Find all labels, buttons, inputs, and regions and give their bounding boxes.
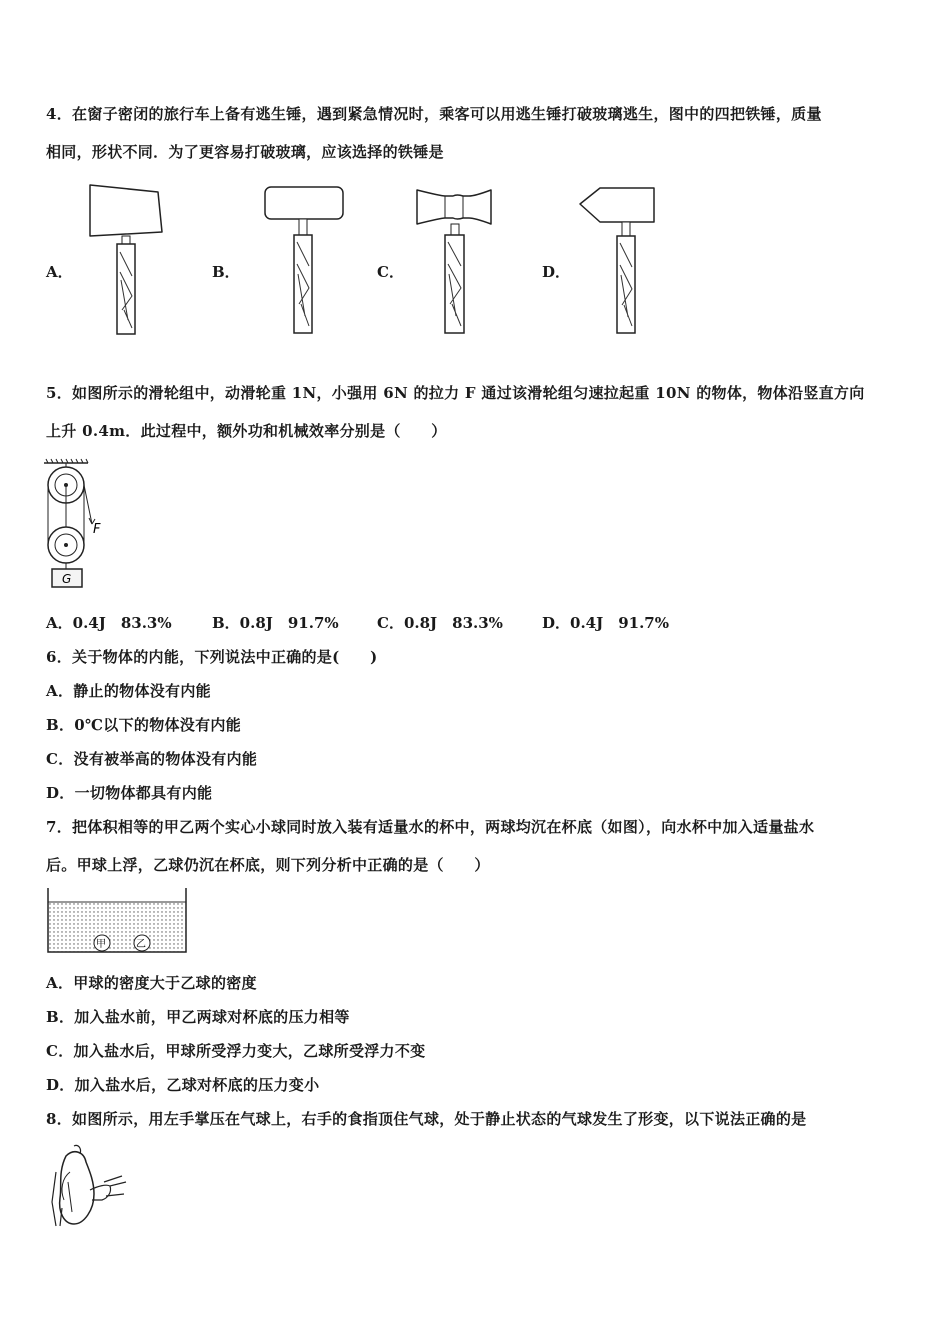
q4-option-d-label: D．: [542, 263, 571, 281]
q4-stem-line2: 相同，形状不同．为了更容易打破玻璃，应该选择的铁锤是: [46, 143, 444, 161]
q5-stem-line2: 上升 0.4m．此过程中，额外功和机械效率分别是（ ）: [46, 422, 447, 440]
q5-option-d: D．0.4J 91.7%: [542, 614, 669, 632]
pulley-weight-label: G: [62, 572, 72, 586]
ball-yi-label: 乙: [136, 939, 146, 950]
q5-option-a: A．0.4J 83.3%: [46, 614, 172, 632]
q7-stem-line1: 7．把体积相等的甲乙两个实心小球同时放入装有适量水的杯中，两球均沉在杯底（如图），向水杯中加入适量盐水: [46, 818, 815, 836]
pulley-force-label: F: [93, 522, 101, 537]
q4-option-b-label: B．: [212, 263, 240, 281]
q4-option-c-label: C．: [377, 263, 404, 281]
q5-option-b: B．0.8J 91.7%: [212, 614, 339, 632]
q6-option-d: D．一切物体都具有内能: [46, 784, 213, 802]
q6-option-b: B．0℃以下的物体没有内能: [46, 716, 241, 734]
water-cup-figure: [44, 886, 190, 956]
q5-stem-line1: 5．如图所示的滑轮组中，动滑轮重 1N，小强用 6N 的拉力 F 通过该滑轮组匀速拉起重 10N 的物体，物体沿竖直方向: [46, 384, 865, 402]
q4-option-a-label: A．: [46, 263, 73, 281]
hammer-d-figure: [570, 180, 680, 340]
q7-stem-line2: 后。甲球上浮，乙球仍沉在杯底，则下列分析中正确的是（ ）: [46, 856, 490, 874]
hammer-a-figure: [80, 180, 190, 340]
q7-option-b: B．加入盐水前，甲乙两球对杯底的压力相等: [46, 1008, 350, 1026]
q7-option-a: A．甲球的密度大于乙球的密度: [46, 974, 257, 992]
q7-option-c: C．加入盐水后，甲球所受浮力变大，乙球所受浮力不变: [46, 1042, 426, 1060]
ball-jia-label: 甲: [96, 939, 106, 950]
hammer-b-figure: [255, 180, 365, 340]
q6-stem: 6．关于物体的内能，下列说法中正确的是( ): [46, 648, 378, 666]
pulley-system-figure: [38, 458, 118, 593]
q8-stem: 8．如图所示，用左手掌压在气球上，右手的食指顶住气球，处于静止状态的气球发生了形变，以下说法正确的是: [46, 1110, 807, 1128]
q6-option-c: C．没有被举高的物体没有内能: [46, 750, 258, 768]
q4-stem-line1: 4．在窗子密闭的旅行车上备有逃生锤，遇到紧急情况时，乘客可以用逃生锤打破玻璃逃生，图中的四把铁锤，质量: [46, 105, 822, 123]
balloon-hands-figure: [48, 1142, 132, 1230]
q7-option-d: D．加入盐水后，乙球对杯底的压力变小: [46, 1076, 320, 1094]
hammer-c-figure: [405, 180, 515, 340]
q6-option-a: A．静止的物体没有内能: [46, 682, 211, 700]
q5-option-c: C．0.8J 83.3%: [377, 614, 503, 632]
